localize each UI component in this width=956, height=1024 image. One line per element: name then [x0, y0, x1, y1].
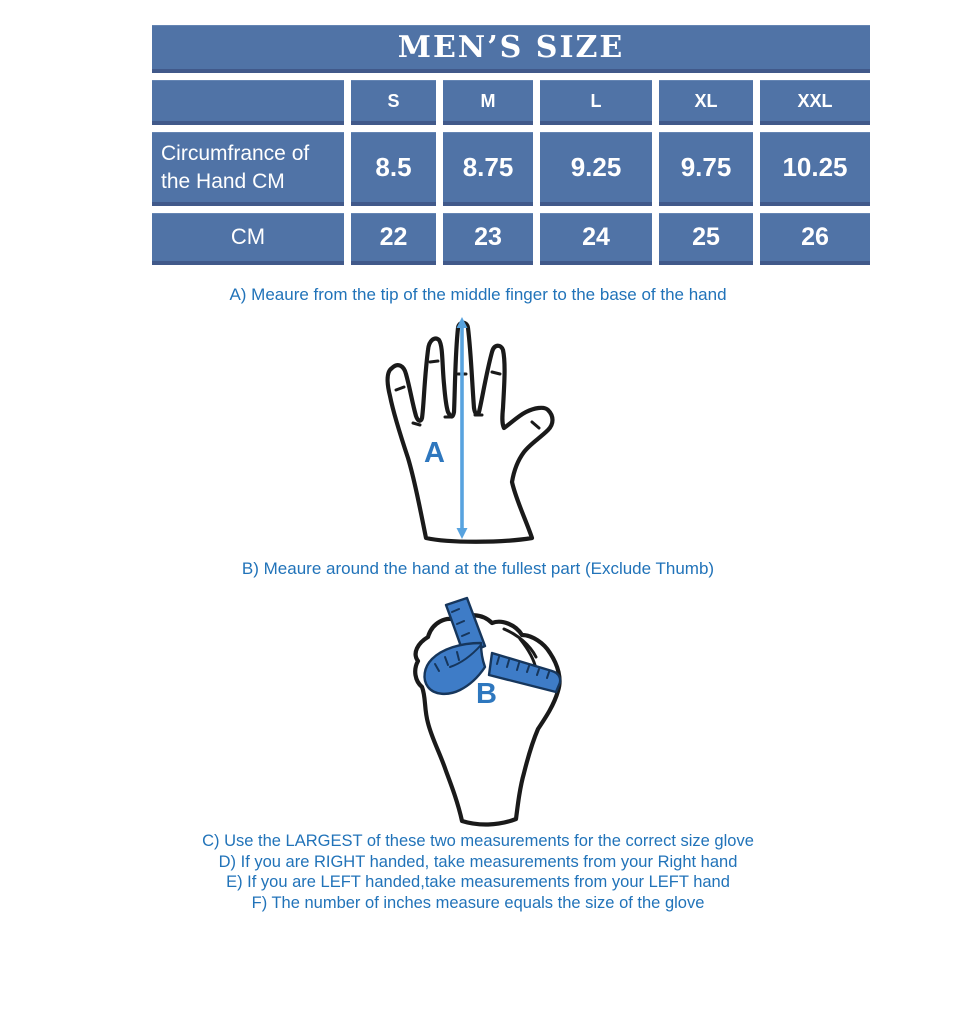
hand-length-figure — [382, 312, 562, 544]
circumference-value-xxl: 10.25 — [760, 132, 870, 206]
row-label-circumference: Circumfrance of the Hand CM — [152, 132, 344, 206]
size-header-xxl: XXL — [760, 80, 870, 125]
index-finger-crease — [492, 372, 500, 374]
size-header-empty-cell — [152, 80, 344, 125]
circumference-value-m: 8.75 — [443, 132, 533, 206]
instruction-c: C) Use the LARGEST of these two measurements for the correct size glove — [202, 832, 754, 850]
instruction-a: A) Meaure from the tip of the middle finger to the base of the hand — [229, 285, 727, 304]
row-label-cm: CM — [152, 213, 344, 265]
mens-size-table — [152, 25, 870, 265]
instruction-b: B) Meaure around the hand at the fullest part (Exclude Thumb) — [241, 559, 715, 578]
cm-value-xl: 25 — [659, 213, 753, 265]
table-title: MEN’S SIZE — [152, 25, 870, 73]
instruction-f: F) The number of inches measure equals the size of the glove — [251, 893, 705, 912]
figure-a-label: A — [424, 437, 445, 469]
size-header-xl: XL — [659, 80, 753, 125]
figure-b-label: B — [476, 678, 497, 710]
fist-outline — [415, 615, 559, 824]
cm-value-m: 23 — [443, 213, 533, 265]
circumference-value-xl: 9.75 — [659, 132, 753, 206]
cm-value-xxl: 26 — [760, 213, 870, 265]
hand-circumference-figure — [402, 591, 577, 829]
size-header-s: S — [351, 80, 436, 125]
size-header-m: M — [443, 80, 533, 125]
ring-finger-crease — [430, 361, 438, 362]
cm-value-l: 24 — [540, 213, 652, 265]
fist-illustration — [402, 591, 577, 829]
cm-value-s: 22 — [351, 213, 436, 265]
instruction-e: E) If you are LEFT handed,take measurements from your LEFT hand — [226, 873, 730, 891]
instructions-c-to-f — [0, 831, 956, 913]
open-hand-illustration — [382, 312, 562, 544]
instruction-d: D) If you are RIGHT handed, take measurements from your Right hand — [218, 852, 738, 871]
circumference-value-l: 9.25 — [540, 132, 652, 206]
hand-outline — [388, 323, 553, 542]
circumference-value-s: 8.5 — [351, 132, 436, 206]
size-header-l: L — [540, 80, 652, 125]
